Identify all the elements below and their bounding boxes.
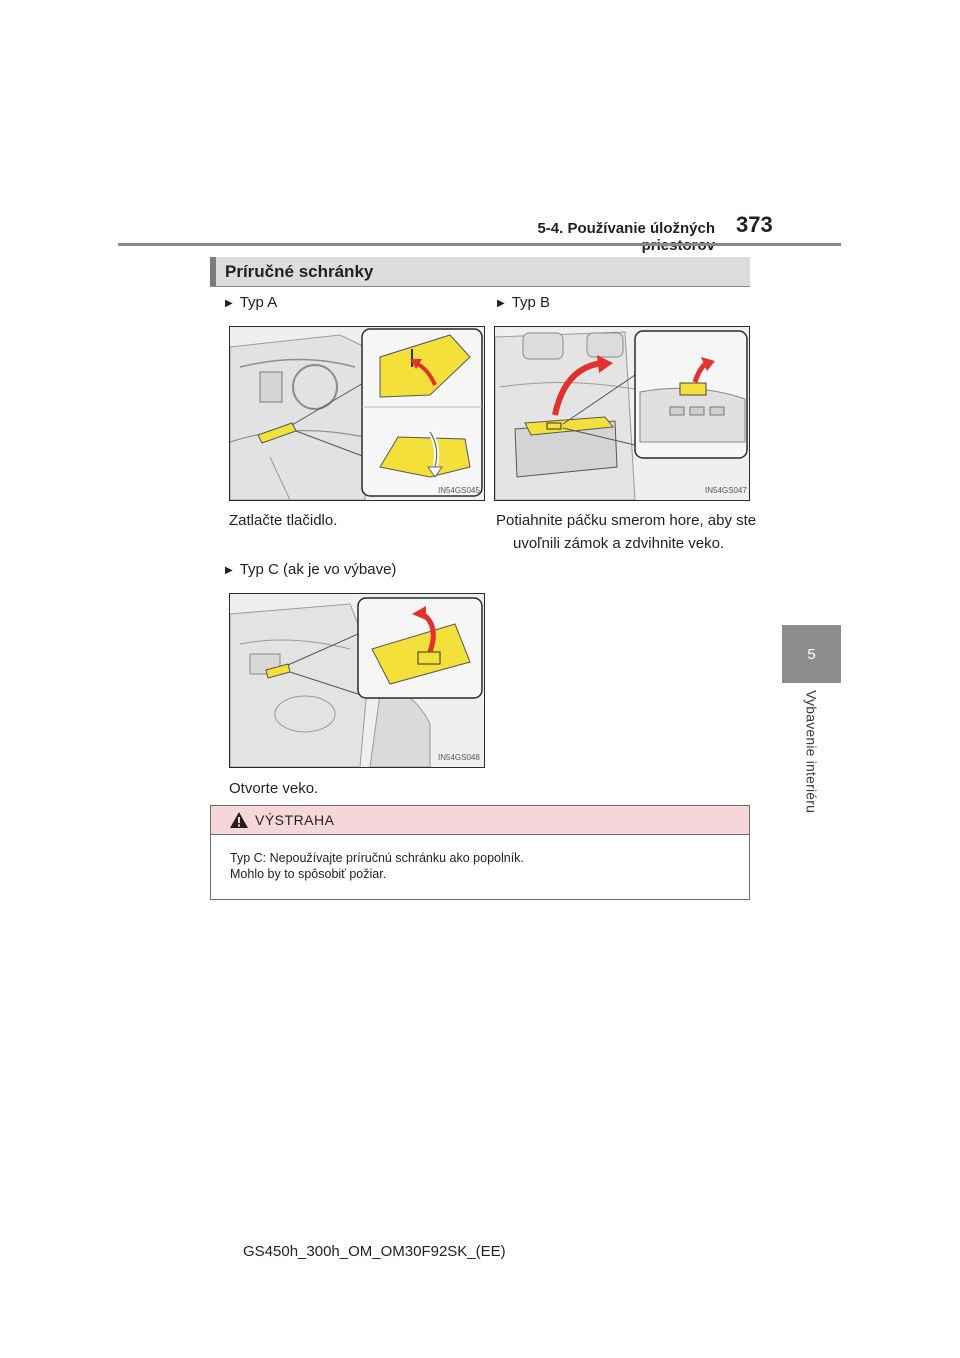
section-title: Príručné schránky [210,257,750,286]
section-divider [210,286,750,287]
warning-title: VÝSTRAHA [255,812,335,828]
glovebox-type-a-illustration [230,327,484,500]
warning-header [211,806,749,835]
bullet-label: Typ A [239,294,278,311]
triangle-bullet-icon: ▶ [225,298,233,309]
running-header-section: 5-4. Používanie úložných [537,220,715,237]
armrest-console-type-b-illustration [495,327,749,500]
bullet-label: Typ C (ak je vo výbave) [239,561,397,578]
triangle-bullet-icon: ▶ [497,298,505,309]
document-code-footer: GS450h_300h_OM_OM30F92SK_(EE) [243,1243,506,1260]
warning-line: Mohlo by to spôsobiť požiar. [230,867,387,881]
caption-typ-a [229,509,337,532]
bullet-typ-b [497,294,550,311]
chapter-number: 5 [807,645,816,663]
warning-text [230,850,524,882]
warning-line: Typ C: Nepoužívajte príručnú schránku ako popolník. [230,851,524,865]
caption-line: Zatlačte tlačidlo. [229,512,338,529]
warning-box [210,805,750,900]
caption-line: Potiahnite páčku smerom hore, aby ste [496,512,757,529]
figure-code: IN54GS047 [705,486,747,495]
triangle-bullet-icon: ▶ [225,565,233,576]
caption-typ-b [496,509,756,555]
figure-typ-a [229,326,485,501]
door-pocket-type-c-illustration [230,594,484,767]
figure-code: IN54GS048 [438,753,480,762]
figure-typ-c [229,593,485,768]
chapter-tab-title [782,690,841,830]
chapter-tab-number [782,625,841,683]
figure-code: IN54GS045 [438,486,480,495]
page-number: 373 [736,212,773,237]
bullet-typ-c [225,561,396,578]
caption-line: uvoľnili zámok a zdvihnite veko. [513,535,725,552]
chapter-title: Vybavenie interiéru [803,690,820,814]
figure-typ-b [494,326,750,501]
warning-triangle-icon [229,811,249,829]
bullet-label: Typ B [511,294,551,311]
caption-line: Otvorte veko. [229,780,319,797]
header-divider [118,243,841,246]
bullet-typ-a [225,294,277,311]
caption-typ-c [229,777,318,800]
